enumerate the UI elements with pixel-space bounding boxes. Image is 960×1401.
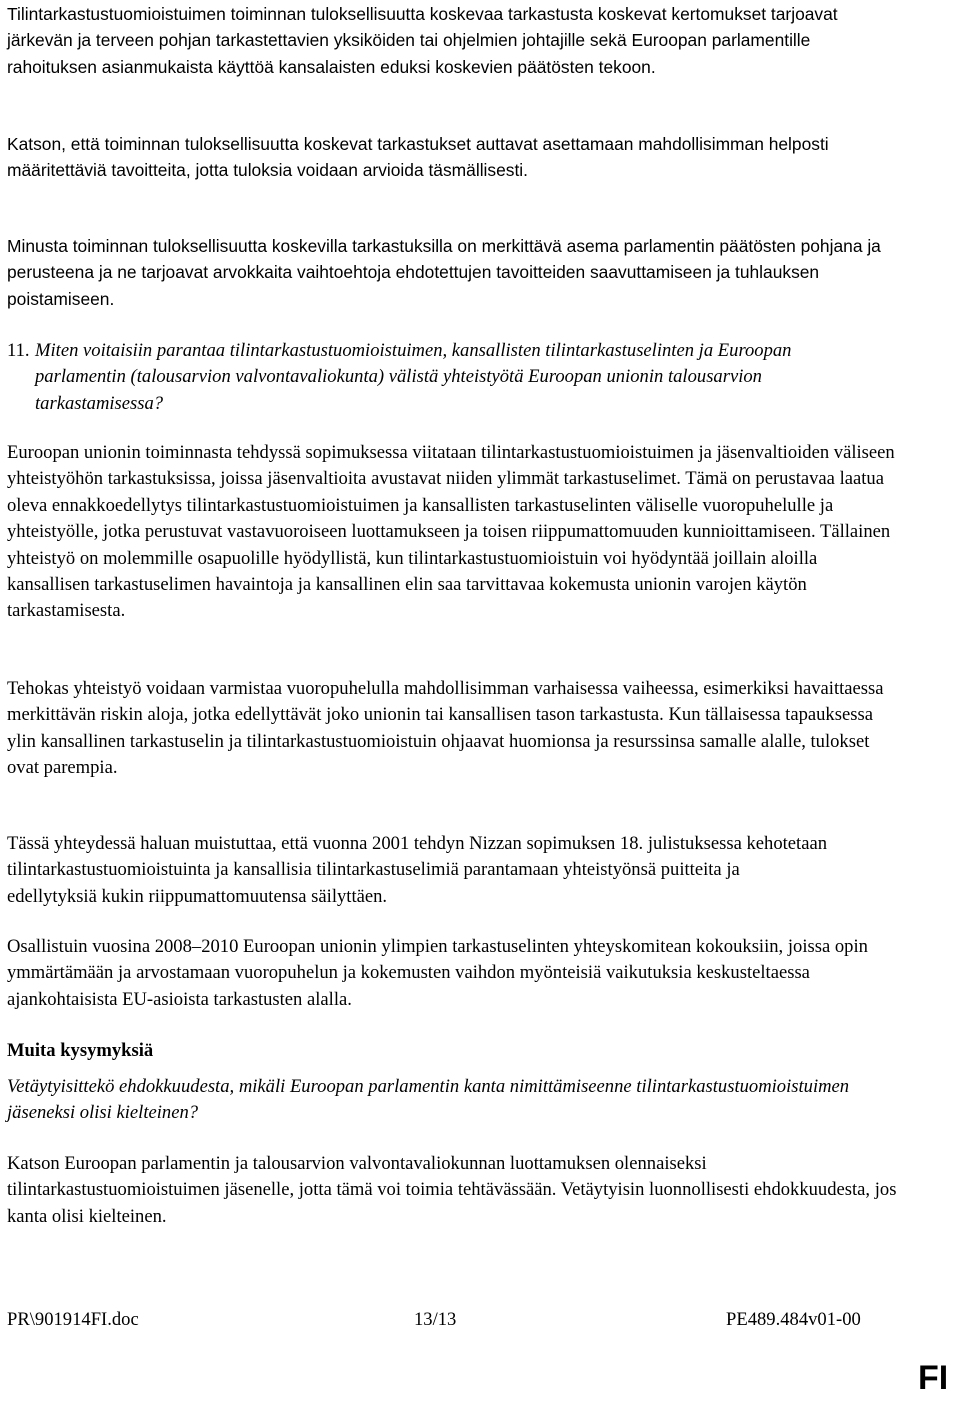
question-11-number: 11. (7, 340, 30, 361)
paragraph-contact-committee: Osallistuin vuosina 2008–2010 Euroopan unionin ylimpien tarkastuselinten yhteyskomitean kokouksiin, joissa opin ymmärtämään ja arvostamaan vuoropuhelun ja kokemusten vaihdon myönteisiä vaikutuksia keskusteltaessa ajankohtaisista EU-asioista tarkastusten alalla. (7, 936, 868, 1010)
language-code: FI (918, 1359, 949, 1397)
paragraph-effective-cooperation: Tehokas yhteistyö voidaan varmistaa vuoropuhelulla mahdollisimman varhaisessa vaiheessa, esimerkiksi havaittaessa merkittävän riskin aloja, jotka edellyttävät joko unionin tai kansallisen tason tarkastusta. Kun tällaisessa tapauksessa ylin kansallinen tarkastuselin ja tilintarkastustuomioistuin ohjaavat huomionsa ja resurssinsa samalle alalle, tulokset ovat parempia. (7, 678, 884, 779)
question-withdraw-candidacy: Vetäytyisittekö ehdokkuudesta, mikäli Euroopan parlamentin kanta nimittämiseenne tilintarkastustuomioistuimen jäseneksi olisi kielteinen? (7, 1076, 850, 1124)
paragraph-treaty-cooperation: Euroopan unionin toiminnasta tehdyssä sopimuksessa viitataan tilintarkastustuomioistuimen ja jäsenvaltioiden väliseen yhteistyöhön tarkastuksissa, joissa jäsenvaltioita avustavat niiden ylimmät tarkastuselimet. Tämä on perustavaa laatua oleva ennakkoedellytys tilintarkastustuomioistuimen ja kansallisten tarkastuselinten väliselle vuoropuhelulle ja yhteistyölle, jotka perustuvat vastavuoroiseen luottamukseen ja toisen riippumattomuuden kunnioittamiseen. Tällainen yhteistyö on molemmille osapuolille hyödyllistä, kun tilintarkastustuomioistuin voi hyödyntää joillain aloilla kansallisen tarkastuselimen havaintoja ja kansallinen elin saa tarvittavaa kokemusta unionin varojen käytön tarkastamisesta. (7, 442, 895, 622)
question-11-text: Miten voitaisiin parantaa tilintarkastustuomioistuimen, kansallisten tilintarkastuselinten ja Euroopan parlamentin (talousarvion valvontavaliokunta) välistä yhteistyötä Euroopan unionin talousarvion tarkastamisessa? (35, 340, 792, 414)
question-11 (7, 338, 887, 417)
footer-file-reference: PR\901914FI.doc (7, 1309, 139, 1330)
footer-page-number: 13/13 (414, 1309, 457, 1330)
paragraph-audit-objectives: Katson, että toiminnan tuloksellisuutta koskevat tarkastukset auttavat asettamaan mahdollisimman helposti määritettäviä tavoitteita, jotta tuloksia voidaan arvioida täsmällisesti. (7, 134, 829, 181)
footer-document-reference: PE489.484v01-00 (726, 1309, 861, 1330)
section-heading-other-questions: Muita kysymyksiä (7, 1040, 154, 1061)
paragraph-answer-withdraw: Katson Euroopan parlamentin ja talousarvion valvontavaliokunnan luottamuksen olennaiseksi tilintarkastustuomioistuimen jäsenelle, jotta tämä voi toimia tehtävässään. Vetäytyisin luonnollisesti ehdokkuudesta, jos kanta olisi kielteinen. (7, 1153, 897, 1227)
paragraph-nice-treaty: Tässä yhteydessä haluan muistuttaa, että vuonna 2001 tehdyn Nizzan sopimuksen 18. julistuksessa kehotetaan tilintarkastustuomioistuinta ja kansallisia tilintarkastuselimiä parantamaan yhteistyönsä puitteita ja edellytyksiä kukin riippumattomuutensa säilyttäen. (7, 833, 828, 907)
paragraph-parliament-decisions: Minusta toiminnan tuloksellisuutta koskevilla tarkastuksilla on merkittävä asema parlamentin päätösten pohjana ja perusteena ja ne tarjoavat arvokkaita vaihtoehtoja ehdotettujen tavoitteiden saavuttamiseen ja tuhlauksen poistamiseen. (7, 236, 881, 309)
paragraph-performance-audit-reports: Tilintarkastustuomioistuimen toiminnan tuloksellisuutta koskevaa tarkastusta koskevat kertomukset tarjoavat järkevän ja terveen pohjan tarkastettavien yksiköiden tai ohjelmien johtajille sekä Euroopan parlamentille rahoituksen asianmukaista käyttöä kansalaisten eduksi koskevien päätösten tekoon. (7, 4, 838, 77)
